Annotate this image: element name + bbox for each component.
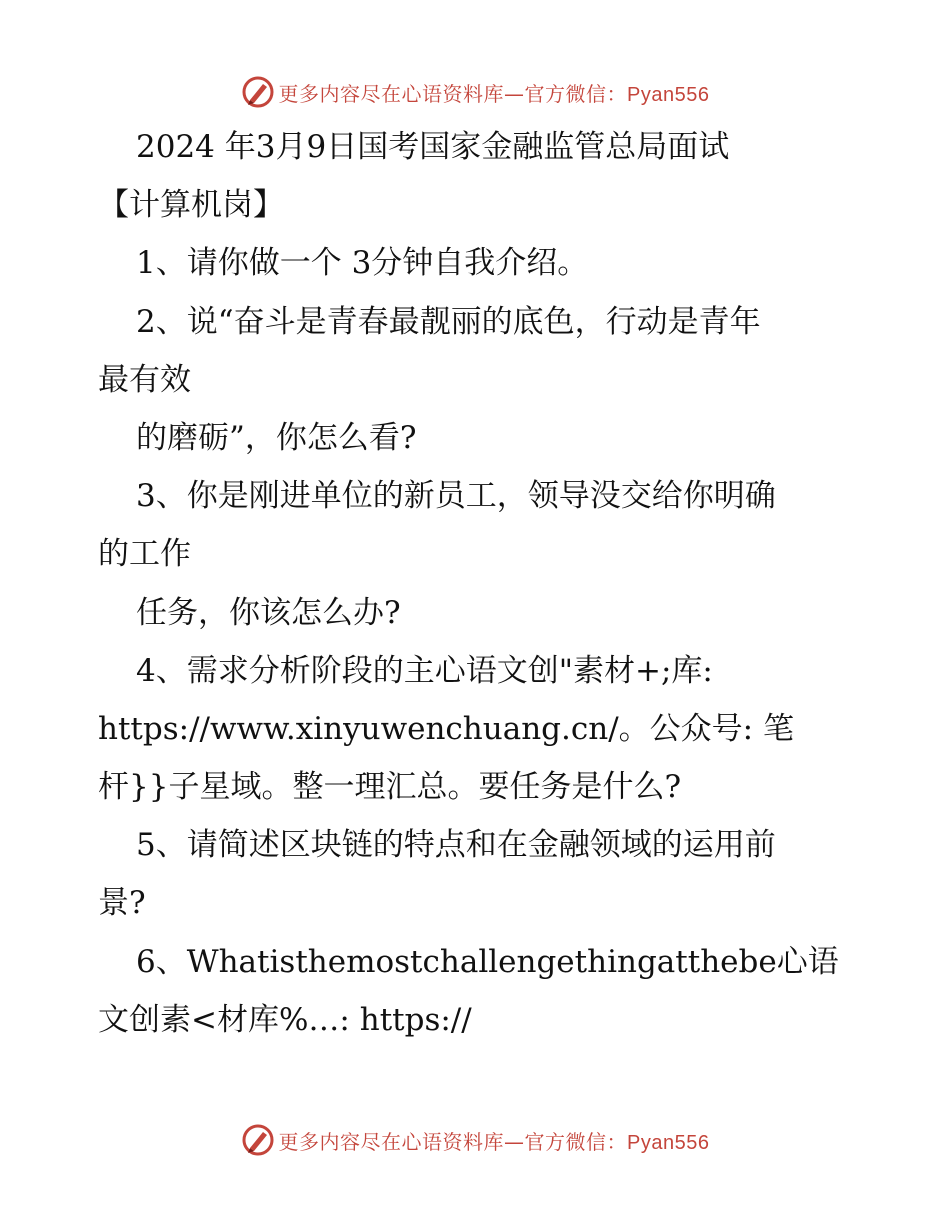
text-line: 6、Whatisthemostchallengethingatthebe心语	[136, 943, 839, 980]
text-line: 【计算机岗】	[98, 187, 284, 224]
text-line: 景?	[98, 885, 146, 922]
banner-text: 更多内容尽在心语资料库—官方微信：	[278, 81, 628, 106]
footer-watermark-banner	[0, 1120, 950, 1160]
text-line: 任务，你该怎么办?	[136, 594, 401, 631]
wechat-id: Pyan556	[627, 1131, 710, 1154]
text-line: 2024 年3月9日国考国家金融监管总局面试	[136, 129, 730, 165]
header-watermark-banner	[0, 72, 950, 112]
text-line: 5、请简述区块链的特点和在金融领域的运用前	[136, 827, 776, 864]
document-body	[98, 118, 840, 1049]
text-line: 3、你是刚进单位的新员工，领导没交给你明确	[136, 478, 776, 515]
banner-text: 更多内容尽在心语资料库—官方微信：	[278, 1129, 628, 1154]
text-line: 的工作	[98, 536, 191, 573]
text-line: 1、请你做一个 3分钟自我介绍。	[136, 245, 589, 282]
pen-logo-icon	[241, 1123, 275, 1157]
text-line: 最有效	[98, 361, 191, 398]
text-line: 文创素<材库%…: https://	[98, 1001, 472, 1038]
text-line: 4、需求分析阶段的主心语文创"素材+;库:	[136, 652, 713, 689]
text-line: 的磨砺”，你怎么看?	[136, 419, 417, 456]
text-line: https://www.xinyuwenchuang.cn/。公众号: 笔	[98, 710, 794, 747]
pen-logo-icon	[241, 75, 275, 109]
text-line: 2、说“奋斗是青春最靓丽的底色，行动是青年	[136, 303, 761, 340]
text-line: 杆}}子星域。整一理汇总。要任务是什么?	[98, 769, 682, 806]
wechat-id: Pyan556	[627, 83, 710, 106]
